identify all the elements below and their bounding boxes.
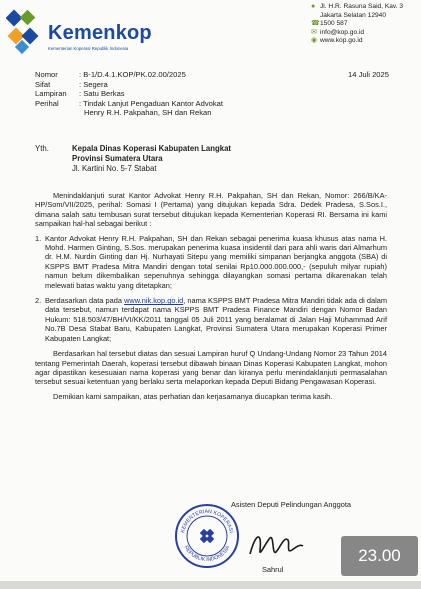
svg-text:KEMENTERIAN KOPERASI: KEMENTERIAN KOPERASI — [180, 508, 234, 534]
email-text: info@kop.go.id — [320, 28, 365, 36]
perihal-value-2: Henry R.H. Pakpahan, SH dan Rekan — [84, 108, 212, 118]
location-pin-icon: ● — [311, 3, 316, 10]
letter-meta — [35, 70, 284, 118]
perihal-value: : Tindak Lanjut Pengaduan Kantor Advokat — [79, 98, 223, 108]
recipient-line-1: Kepala Dinas Koperasi Kabupaten Langkat — [72, 144, 232, 153]
globe-icon: ◉ — [311, 37, 318, 45]
kemenkop-logo — [6, 8, 176, 60]
list-item-1-number: 1. — [35, 233, 42, 243]
sifat-label: Sifat — [35, 79, 51, 89]
list-item-2 — [35, 296, 387, 343]
list-item-2-pre: Berdasarkan data pada — [45, 296, 125, 306]
phone-text: 1500 587 — [320, 20, 348, 28]
phone-icon: ☎ — [311, 20, 320, 28]
recipient-line-2: Provinsi Sumatera Utara — [72, 154, 163, 163]
signer-name: Sahrul — [262, 565, 284, 574]
lampiran-value: : Satu Berkas — [79, 89, 125, 99]
date-day: 14 — [348, 70, 357, 79]
org-subtitle: Kementerian Koperasi Republik Indonesia — [48, 46, 129, 51]
email-icon: ✉ — [311, 28, 317, 36]
org-name: Kemenkop — [48, 22, 152, 44]
contact-phone — [311, 20, 421, 29]
nik-kop-link[interactable]: www.nik.kop.go.id — [124, 296, 184, 306]
paragraph-1: Menindaklanjuti surat Kantor Advokat Henry R.H. Pakpahan, SH dan Rekan, Nomor: 266/B/KA-HP/Som/VII/2025, perihal: Somasi I (Pertama) yang ditujukan kepada Sdra. Dedek Pradesa, S.Sos.I., dimana salah satu tembusan surat tersebut ditujukan kepada Kementerian Koperasi RI. Bersama ini kami sampaikan hal-hal sebagai berikut : — [35, 191, 387, 229]
letter-date — [348, 70, 389, 79]
contact-address — [311, 3, 421, 20]
website-text: www.kop.go.id — [320, 37, 363, 45]
recipient-line-3: Jl. Kartini No. 5-7 Stabat — [72, 164, 157, 173]
contact-email — [311, 29, 421, 38]
logo-mark-icon — [6, 8, 48, 60]
date-month-year: Juli 2025 — [358, 70, 389, 79]
list-item-1-text: Kantor Advokat Henry R.H. Pakpahan, SH dan Rekan sebagai penerima kuasa khusus atas nama H. Mohd. Harmen Ginting, S.Sos. merupakan penerima kuasa insidentil dari para ahli waris dari Almarhum dr. H.M. Nurdin Ginting dan Hj. Nurhayati Sitepu yang memiliki simpanan berjangka anggota (SBA) di KSPPS BMT Pradesa Mitra Mandiri dengan total senilai Rp10.000.000.000,- (sepuluh milyar rupiah) namun belum dikembalikan sepenuhnya sehingga dilayangkan somasi pertama dikarenakan telah melewati batas waktu yang ditetapkan; — [45, 233, 387, 290]
sifat-value: : Segera — [79, 79, 108, 89]
address-line-2: Jakarta Selatan 12940 — [320, 11, 386, 19]
contact-website — [311, 37, 421, 46]
timestamp-badge: 23.00 — [341, 536, 418, 576]
paragraph-2: Berdasarkan hal tersebut diatas dan sesuai Lampiran huruf Q Undang-Undang Nomor 23 Tahun 2014 tentang Pemerintah Daerah, koperasi tersebut dibawah binaan Dinas Koperasi Kabupaten Langkat, mohon agar dipastikan kesesuaian nama koperasi yang benar dan kiranya perlu menindaklanjuti permasalahan tersebut sesuai ketentuan yang berlaku serta melaporkan kepada Deputi Bidang Pengawasan Koperasi. — [35, 349, 387, 387]
official-seal-icon — [174, 503, 240, 569]
list-item-2-text — [45, 296, 387, 343]
letter-body — [35, 191, 387, 406]
lampiran-label: Lampiran — [35, 89, 67, 99]
nomor-value: : B-1/D.4.1.KOP/PK.02.00/2025 — [79, 70, 186, 79]
handwritten-signature — [246, 528, 306, 562]
paragraph-3: Demikian kami sampaikan, atas perhatian dan kerjasamanya diucapkan terima kasih. — [53, 391, 333, 401]
list-item-2-number: 2. — [35, 296, 42, 306]
nomor-label: Nomor — [35, 70, 58, 79]
list-item-2-post: , nama KSPPS BMT Pradesa Mitra Mandiri tidak ada di dalam data tersebut, namun terdapat nama KSPPS BMT Pradesa Finance Mandiri dengan Nomor Badan Hukum: 518.503/47/BH/VI/KK/2011 tanggal 05 Juli 2011 yang beralamat di Jalan Haji Muhammad Arif No.7B Desa Stabat Baru, Kabupaten Langkat, Provinsi Sumatera Utara merupakan Koperasi Primer Kabupaten Langkat; — [45, 296, 388, 343]
yth-label: Yth. — [35, 144, 49, 153]
contact-block — [311, 3, 421, 46]
address-line-1: Jl. H.R. Rasuna Said, Kav. 3 — [320, 3, 404, 10]
recipient-block — [72, 144, 231, 174]
list-item-1 — [35, 234, 387, 290]
signer-title: Asisten Deputi Pelindungan Anggota — [231, 500, 351, 509]
perihal-label: Perihal — [35, 98, 59, 108]
bottom-strip — [0, 581, 421, 589]
svg-text:REPUBLIK INDONESIA: REPUBLIK INDONESIA — [182, 544, 232, 564]
